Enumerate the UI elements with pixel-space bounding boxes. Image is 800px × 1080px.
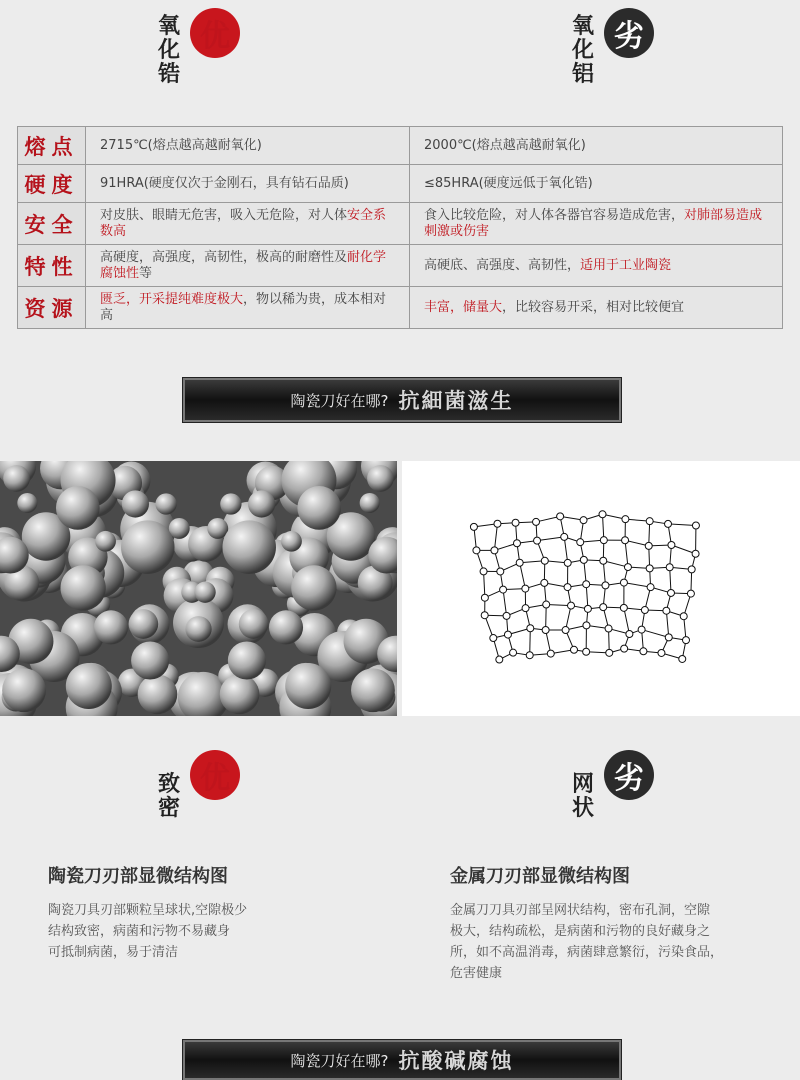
right-cell [410,127,783,165]
zirconia-title: 氧化锆 [156,14,182,86]
good-badge: 优 [190,8,240,58]
text-line: 结构致密，病菌和污物不易藏身 [48,921,388,942]
cell-text: 安全系数高 [100,208,386,239]
table-row [18,165,783,203]
row-label: 硬度 [18,165,86,203]
text-line: 所，如不高温消毒，病菌肆意繁衍，污染食品， [450,942,790,963]
table-row [18,245,783,287]
banner-title: 抗細菌滋生 [398,385,513,415]
table-row [18,287,783,329]
comparison-table [17,126,783,329]
cell-text: 高硬底、高强度、高韧性， [424,258,580,273]
text-line: 陶瓷刀具刃部颗粒呈球状,空隙极少 [48,900,388,921]
metal-micrograph-image [402,461,800,716]
cell-text: 适用于工业陶瓷 [580,258,671,273]
cell-text: 对肺部易造成刺激或伤害 [424,208,762,239]
feature-banner-antibacterial [183,378,621,422]
cell-text: 耐化学腐蚀性 [100,250,386,281]
left-cell [86,287,410,329]
right-cell [410,245,783,287]
cell-text: ，物以稀为贵，成本相对高 [100,292,386,323]
cell-text: 匮乏，开采提纯难度极大 [100,292,243,307]
row-label: 熔点 [18,127,86,165]
cell-text: 91HRA(硬度仅次于金刚石，具有钻石品质) [100,176,349,191]
mesh-title: 网状 [570,772,596,820]
banner-question: 陶瓷刀好在哪? [291,390,389,411]
metal-structure-text [450,900,790,984]
text-line: 危害健康 [450,963,790,984]
text-line: 可抵制病菌，易于清洁 [48,942,388,963]
ceramic-micrograph-image [0,461,397,716]
cell-text: 对皮肤、眼睛无危害，吸入无危险，对人体 [100,208,347,223]
table-row [18,127,783,165]
table-row [18,203,783,245]
cell-text: ，比较容易开采，相对比较便宜 [502,300,684,315]
left-cell [86,165,410,203]
cell-text: 2715℃(熔点越高越耐氧化) [100,138,262,153]
cell-text: 食入比较危险，对人体各器官容易造成危害， [424,208,684,223]
row-label: 资源 [18,287,86,329]
left-cell [86,127,410,165]
cell-text: ≤85HRA(硬度远低于氧化锆) [424,176,593,191]
right-cell [410,203,783,245]
ceramic-structure-text [48,900,388,963]
text-line: 极大，结构疏松，是病菌和污物的良好藏身之 [450,921,790,942]
alumina-title: 氧化铝 [570,14,596,86]
cell-text: 丰富，储量大 [424,300,502,315]
right-cell [410,287,783,329]
row-label: 安全 [18,203,86,245]
banner-question-2: 陶瓷刀好在哪? [291,1050,389,1071]
cell-text: 2000℃(熔点越高越耐氧化) [424,138,586,153]
good-badge-2: 优 [190,750,240,800]
cell-text: 高硬度，高强度，高韧性，极高的耐磨性及 [100,250,347,265]
row-label: 特性 [18,245,86,287]
right-cell [410,165,783,203]
banner-title-2: 抗酸碱腐蚀 [398,1045,513,1075]
bad-badge: 劣 [604,8,654,58]
left-cell [86,245,410,287]
feature-banner-corrosion [183,1040,621,1080]
metal-structure-heading: 金属刀刃部显微结构图 [450,862,630,888]
ceramic-structure-heading: 陶瓷刀刃部显微结构图 [48,862,228,888]
dense-title: 致密 [156,772,182,820]
text-line: 金属刀刀具刃部呈网状结构，密布孔洞，空隙 [450,900,790,921]
left-cell [86,203,410,245]
bad-badge-2: 劣 [604,750,654,800]
cell-text: 等 [139,266,152,281]
